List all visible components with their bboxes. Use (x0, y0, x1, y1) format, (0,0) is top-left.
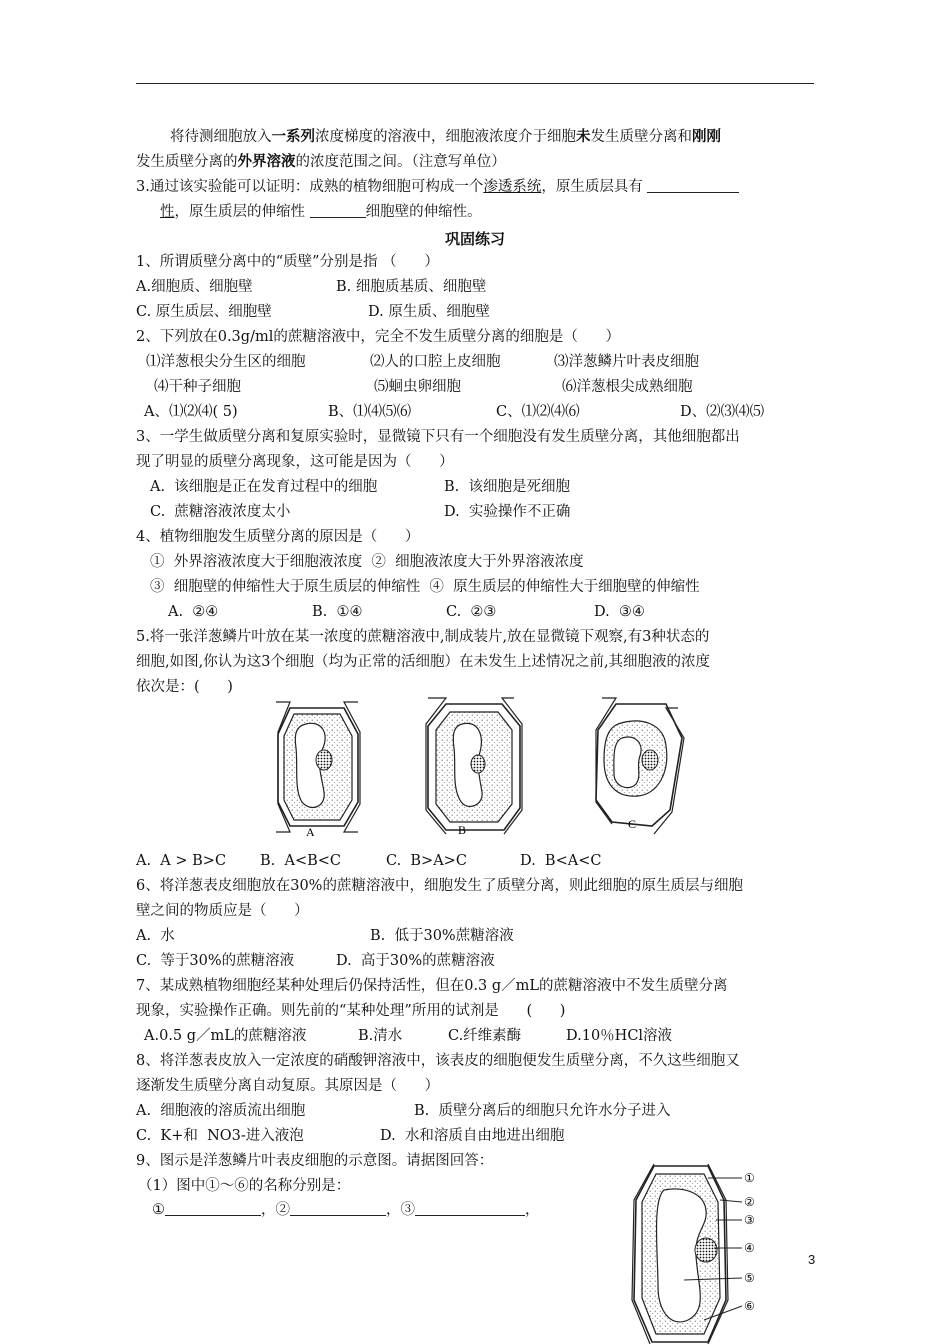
q5-stem-1: 5.将一张洋葱鳞片叶放在某一浓度的蔗糖溶液中,制成装片,放在显微镜下观察,有3种状态的 (136, 629, 710, 645)
q6-option-d: D. 高于30%的蔗糖溶液 (336, 953, 495, 969)
answer-blank[interactable] (310, 203, 366, 218)
q7-option-a: A.0.5 g／mL的蔗糖溶液 (144, 1028, 307, 1044)
cell-c (596, 698, 684, 834)
q2-stem: 2、下列放在0.3g/ml的蔗糖溶液中，完全不发生质壁分离的细胞是（ ） (136, 329, 620, 345)
bold-text: 未 (576, 128, 591, 145)
cell-label-1: ① (744, 1171, 755, 1185)
q4-statement-2: ③ 细胞壁的伸缩性大于原生质层的伸缩性 ④ 原生质层的伸缩性大于细胞壁的伸缩性 (150, 579, 700, 595)
q9-subquestion-1: （1）图中①～⑥的名称分别是： (138, 1178, 351, 1194)
text: 的浓度范围之间。（注意写单位） (295, 154, 506, 170)
q6-stem-1: 6、将洋葱表皮细胞放在30%的蔗糖溶液中，细胞发生了质壁分离，则此细胞的原生质层与细胞 (136, 878, 743, 894)
intro-line-1 (170, 128, 721, 146)
underlined-text: 性 (160, 204, 175, 220)
q2-option-b: B、⑴⑷⑸⑹ (328, 404, 412, 420)
cell-label-4: ④ (744, 1241, 755, 1255)
q7-option-b: B.清水 (358, 1028, 403, 1044)
q7-option-c: C.纤维素酶 (448, 1028, 522, 1044)
cell-label-5: ⑤ (744, 1271, 755, 1285)
q5-cells-figure (266, 694, 686, 840)
q8-stem-1: 8、将洋葱表皮放入一定浓度的硝酸钾溶液中，该表皮的细胞便发生质壁分离，不久这些细胞又 (136, 1053, 740, 1069)
q3-option-a: A. 该细胞是正在发育过程中的细胞 (150, 479, 378, 495)
q4-option-a: A. ②④ (168, 604, 219, 620)
text: 发生质壁分离和 (590, 129, 692, 145)
intro-line-4 (160, 203, 482, 221)
cell-a (276, 702, 360, 832)
label-3: ，③ (386, 1202, 415, 1218)
q2-option-d: D、⑵⑶⑷⑸ (680, 404, 765, 420)
q2-item-4: ⑷干种子细胞 (154, 379, 241, 395)
q1-option-b: B. 细胞质基质、细胞壁 (336, 279, 487, 295)
q8-option-b: B. 质壁分离后的细胞只允许水分子进入 (414, 1103, 671, 1119)
q3-option-b: B. 该细胞是死细胞 (444, 479, 570, 495)
q5-option-c: C. B>A>C (386, 853, 467, 869)
q1-stem: 1、所谓质壁分离中的“质壁”分别是指 （ ） (136, 254, 439, 270)
q4-option-d: D. ③④ (594, 604, 645, 620)
intro-line-3 (136, 178, 739, 196)
q6-option-a: A. 水 (136, 928, 175, 944)
q3-option-d: D. 实验操作不正确 (444, 504, 571, 520)
text: ，原生质层具有 (541, 179, 643, 195)
q2-item-2: ⑵人的口腔上皮细胞 (370, 354, 501, 370)
cell-label-2: ② (744, 1195, 755, 1209)
q2-item-6: ⑹洋葱根尖成熟细胞 (562, 379, 693, 395)
q3-option-c: C. 蔗糖溶液浓度太小 (150, 504, 291, 520)
figure-label-c: C (628, 817, 637, 831)
q7-stem-1: 7、某成熟植物细胞经某种处理后仍保持活性，但在0.3 g／mL的蔗糖溶液中不发生质壁分离 (136, 978, 728, 994)
q3-stem-2: 现了明显的质壁分离现象，这可能是因为（ ） (136, 454, 454, 470)
label-1: ① (152, 1202, 165, 1218)
q3-stem-1: 3、一学生做质壁分离和复原实验时，显微镜下只有一个细胞没有发生质壁分离，其他细胞都出 (136, 429, 740, 445)
q2-item-1: ⑴洋葱根尖分生区的细胞 (146, 354, 306, 370)
intro-line-2 (136, 153, 506, 171)
q1-option-c: C. 原生质层、细胞壁 (136, 304, 272, 320)
text: 浓度梯度的溶液中，细胞液浓度介于细胞 (315, 129, 576, 145)
q7-option-d: D.10％HCl溶液 (566, 1028, 673, 1044)
label-2: ，② (261, 1202, 290, 1218)
q8-option-a: A. 细胞液的溶质流出细胞 (136, 1103, 306, 1119)
header-rule (136, 83, 814, 84)
cell-label-6: ⑥ (744, 1299, 755, 1313)
q5-stem-2: 细胞,如图,你认为这3个细胞（均为正常的活细胞）在未发生上述情况之前,其细胞液的浓度 (136, 654, 711, 670)
figure-label-a: A (306, 825, 315, 839)
q5-option-a: A. A > B>C (136, 853, 227, 869)
text: ，原生质层的伸缩性 (174, 204, 305, 220)
q9-answer-line (152, 1201, 540, 1219)
text: 发生质壁分离的 (136, 154, 238, 170)
q4-option-c: C. ②③ (446, 604, 497, 620)
bold-text: 外界溶液 (237, 153, 296, 170)
q8-option-c: C. K+和 NO3-进入液泡 (136, 1128, 304, 1144)
q4-statement-1: ① 外界溶液浓度大于细胞液浓度 ② 细胞液浓度大于外界溶液浓度 (150, 554, 584, 570)
q6-option-c: C. 等于30%的蔗糖溶液 (136, 953, 295, 969)
page-number: 3 (808, 1252, 816, 1267)
answer-blank[interactable] (647, 178, 739, 193)
q8-option-d: D. 水和溶质自由地进出细胞 (380, 1128, 565, 1144)
q6-option-b: B. 低于30%蔗糖溶液 (370, 928, 514, 944)
q2-option-a: A、⑴⑵⑷( 5) (144, 404, 238, 420)
q8-stem-2: 逐渐发生质壁分离自动复原。其原因是（ ） (136, 1078, 440, 1094)
q1-option-d: D. 原生质、细胞壁 (368, 304, 490, 320)
q2-item-3: ⑶洋葱鳞片叶表皮细胞 (554, 354, 699, 370)
q4-stem: 4、植物细胞发生质壁分离的原因是（ ） (136, 529, 420, 545)
q5-option-d: D. B<A<C (520, 853, 602, 869)
text: 细胞壁的伸缩性。 (365, 204, 482, 220)
section-title: 巩固练习 (444, 230, 505, 248)
q1-option-a: A.细胞质、细胞壁 (136, 279, 253, 295)
q7-stem-2: 现象，实验操作正确。则先前的“某种处理”所用的试剂是 ( ) (136, 1003, 566, 1019)
answer-blank-3[interactable] (415, 1201, 525, 1216)
answer-blank-2[interactable] (290, 1201, 386, 1216)
figure-label-b: B (458, 823, 467, 837)
cell-label-3: ③ (744, 1213, 755, 1227)
q2-item-5: ⑸蛔虫卵细胞 (374, 379, 461, 395)
q9-cell-figure (624, 1160, 794, 1344)
bold-text: 刚刚 (692, 128, 721, 145)
q5-option-b: B. A<B<C (260, 853, 342, 869)
cell-b (426, 698, 522, 834)
answer-blank-1[interactable] (165, 1201, 261, 1216)
q2-option-c: C、⑴⑵⑷⑹ (496, 404, 580, 420)
q9-stem: 9、图示是洋葱鳞片叶表皮细胞的示意图。请据图回答： (136, 1153, 494, 1169)
text: ， (525, 1202, 540, 1218)
text: 将待测细胞放入 (170, 129, 272, 145)
bold-text: 一系列 (271, 128, 315, 145)
text: 3.通过该实验能可以证明：成熟的植物细胞可构成一个 (136, 179, 484, 195)
underlined-text: 渗透系统 (483, 179, 542, 195)
q4-option-b: B. ①④ (312, 604, 363, 620)
q5-stem-3: 依次是：( ) (136, 679, 233, 695)
q6-stem-2: 壁之间的物质应是（ ） (136, 903, 309, 919)
